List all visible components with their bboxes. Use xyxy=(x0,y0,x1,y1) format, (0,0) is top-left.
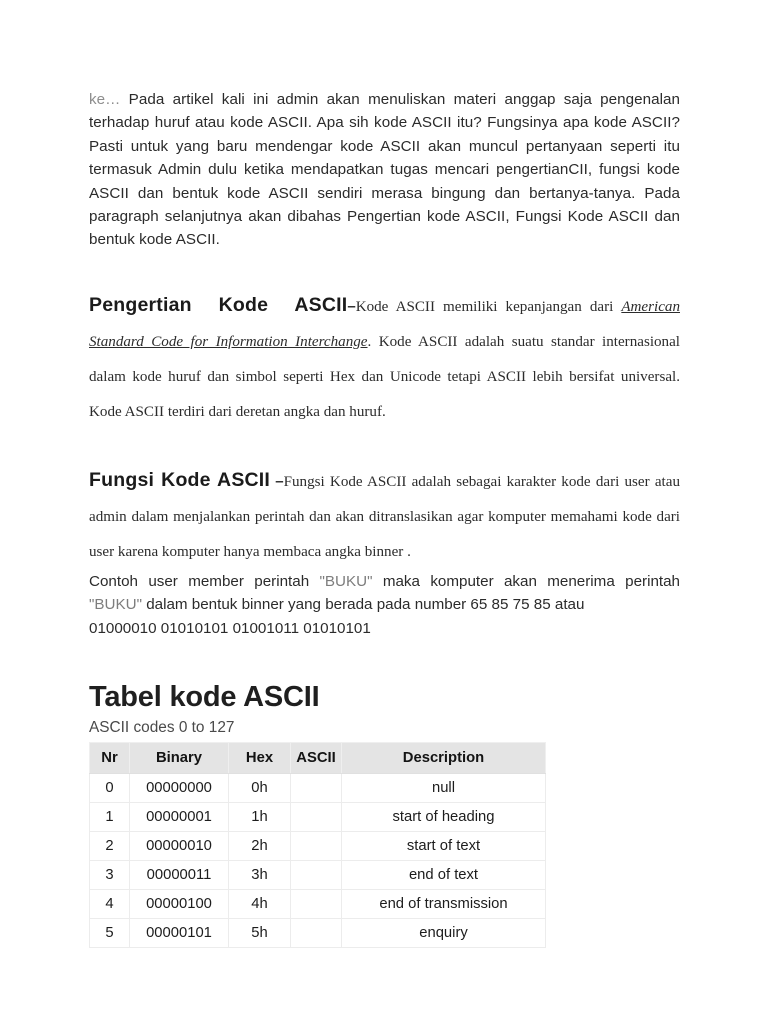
cell-ascii xyxy=(291,890,342,919)
example-text-b: maka komputer akan menerima perintah xyxy=(372,572,681,590)
column-header-ascii: ASCII xyxy=(291,743,342,774)
cell-description: end of text xyxy=(342,861,546,890)
table-row xyxy=(90,861,546,890)
ascii-table-section xyxy=(89,680,680,948)
cell-nr: 1 xyxy=(90,803,130,832)
table-row xyxy=(90,919,546,948)
cell-hex: 1h xyxy=(229,803,291,832)
cell-binary: 00000000 xyxy=(130,774,229,803)
cell-hex: 4h xyxy=(229,890,291,919)
cell-binary: 00000010 xyxy=(130,832,229,861)
ascii-code-table xyxy=(89,742,546,948)
example-quote-buku-1: "BUKU" xyxy=(319,572,373,590)
table-row xyxy=(90,774,546,803)
table-row xyxy=(90,890,546,919)
pengertian-body-part1: Kode ASCII memiliki kepanjangan dari xyxy=(355,298,622,315)
pengertian-body-part2: . Kode ASCII adalah suatu standar internasional dalam kode huruf dan simbol seperti Hex dan Unicode tetapi ASCII lebih bersifat universal. Kode ASCII terdiri dari deretan angka dan huruf. xyxy=(89,333,680,420)
table-subtitle: ASCII codes 0 to 127 xyxy=(89,719,235,737)
cell-binary: 00000001 xyxy=(130,803,229,832)
fungsi-dash: – xyxy=(275,472,284,490)
pengertian-dash: – xyxy=(347,297,356,315)
cell-ascii xyxy=(291,832,342,861)
cell-nr: 3 xyxy=(90,861,130,890)
table-row xyxy=(90,803,546,832)
cell-hex: 2h xyxy=(229,832,291,861)
fungsi-body-text: Fungsi Kode ASCII adalah sebagai karakter kode dari user atau admin dalam menjalankan perintah dan akan ditranslasikan agar komputer memahami kode dari user karena komputer hanya membaca angka binner . xyxy=(89,473,681,560)
cell-description: start of heading xyxy=(342,803,546,832)
section-pengertian xyxy=(89,288,680,430)
document-content xyxy=(89,88,680,948)
example-text-a: Contoh user member perintah xyxy=(89,572,320,590)
cell-ascii xyxy=(291,919,342,948)
cell-binary: 00000101 xyxy=(130,919,229,948)
cell-ascii xyxy=(291,803,342,832)
ascii-expansion-title: American Standard Code for Information Interchange xyxy=(89,298,680,350)
intro-paragraph-text: Pada artikel kali ini admin akan menuliskan materi anggap saja pengenalan terhadap huruf atau kode ASCII. Apa sih kode ASCII itu? Fungsinya apa kode ASCII? Pasti untuk yang baru mendengar kode ASCII akan muncul pertanyaan seperti itu termasuk Admin dulu ketika mendapatkan tugas mencari pengertianCII, fungsi kode ASCII dan bentuk kode ASCII sendiri merasa bingung dan bertanya-tanya. Pada paragraph selanjutnya akan dibahas Pengertian kode ASCII, Fungsi Kode ASCII dan bentuk kode ASCII. xyxy=(89,91,680,249)
cell-nr: 4 xyxy=(90,890,130,919)
intro-lead-ellipsis: ke… xyxy=(89,91,121,108)
example-text-c: dalam bentuk binner yang berada pada number 65 85 75 85 atau xyxy=(141,596,585,614)
cell-ascii xyxy=(291,861,342,890)
fungsi-paragraph xyxy=(89,463,680,570)
cell-ascii xyxy=(291,774,342,803)
cell-hex: 3h xyxy=(229,861,291,890)
cell-description: end of transmission xyxy=(342,890,546,919)
table-title: Tabel kode ASCII xyxy=(89,681,320,714)
column-header-nr: Nr xyxy=(90,743,130,774)
intro-paragraph xyxy=(89,88,680,252)
column-header-description: Description xyxy=(342,743,546,774)
table-header-row xyxy=(90,743,546,774)
table-row xyxy=(90,832,546,861)
column-header-hex: Hex xyxy=(229,743,291,774)
fungsi-heading: Fungsi Kode ASCII xyxy=(89,468,271,491)
pengertian-paragraph xyxy=(89,288,680,430)
cell-binary: 00000100 xyxy=(130,890,229,919)
fungsi-binary-line: 01000010 01010101 01001011 01010101 xyxy=(89,619,371,637)
section-fungsi xyxy=(89,463,680,640)
cell-hex: 5h xyxy=(229,919,291,948)
cell-nr: 2 xyxy=(90,832,130,861)
cell-description: enquiry xyxy=(342,919,546,948)
column-header-binary: Binary xyxy=(130,743,229,774)
fungsi-example-paragraph xyxy=(89,570,680,617)
cell-nr: 0 xyxy=(90,774,130,803)
cell-description: start of text xyxy=(342,832,546,861)
pengertian-heading: Pengertian Kode ASCII xyxy=(89,293,348,316)
example-quote-buku-2: "BUKU" xyxy=(89,596,142,614)
cell-hex: 0h xyxy=(229,774,291,803)
cell-nr: 5 xyxy=(90,919,130,948)
cell-binary: 00000011 xyxy=(130,861,229,890)
cell-description: null xyxy=(342,774,546,803)
